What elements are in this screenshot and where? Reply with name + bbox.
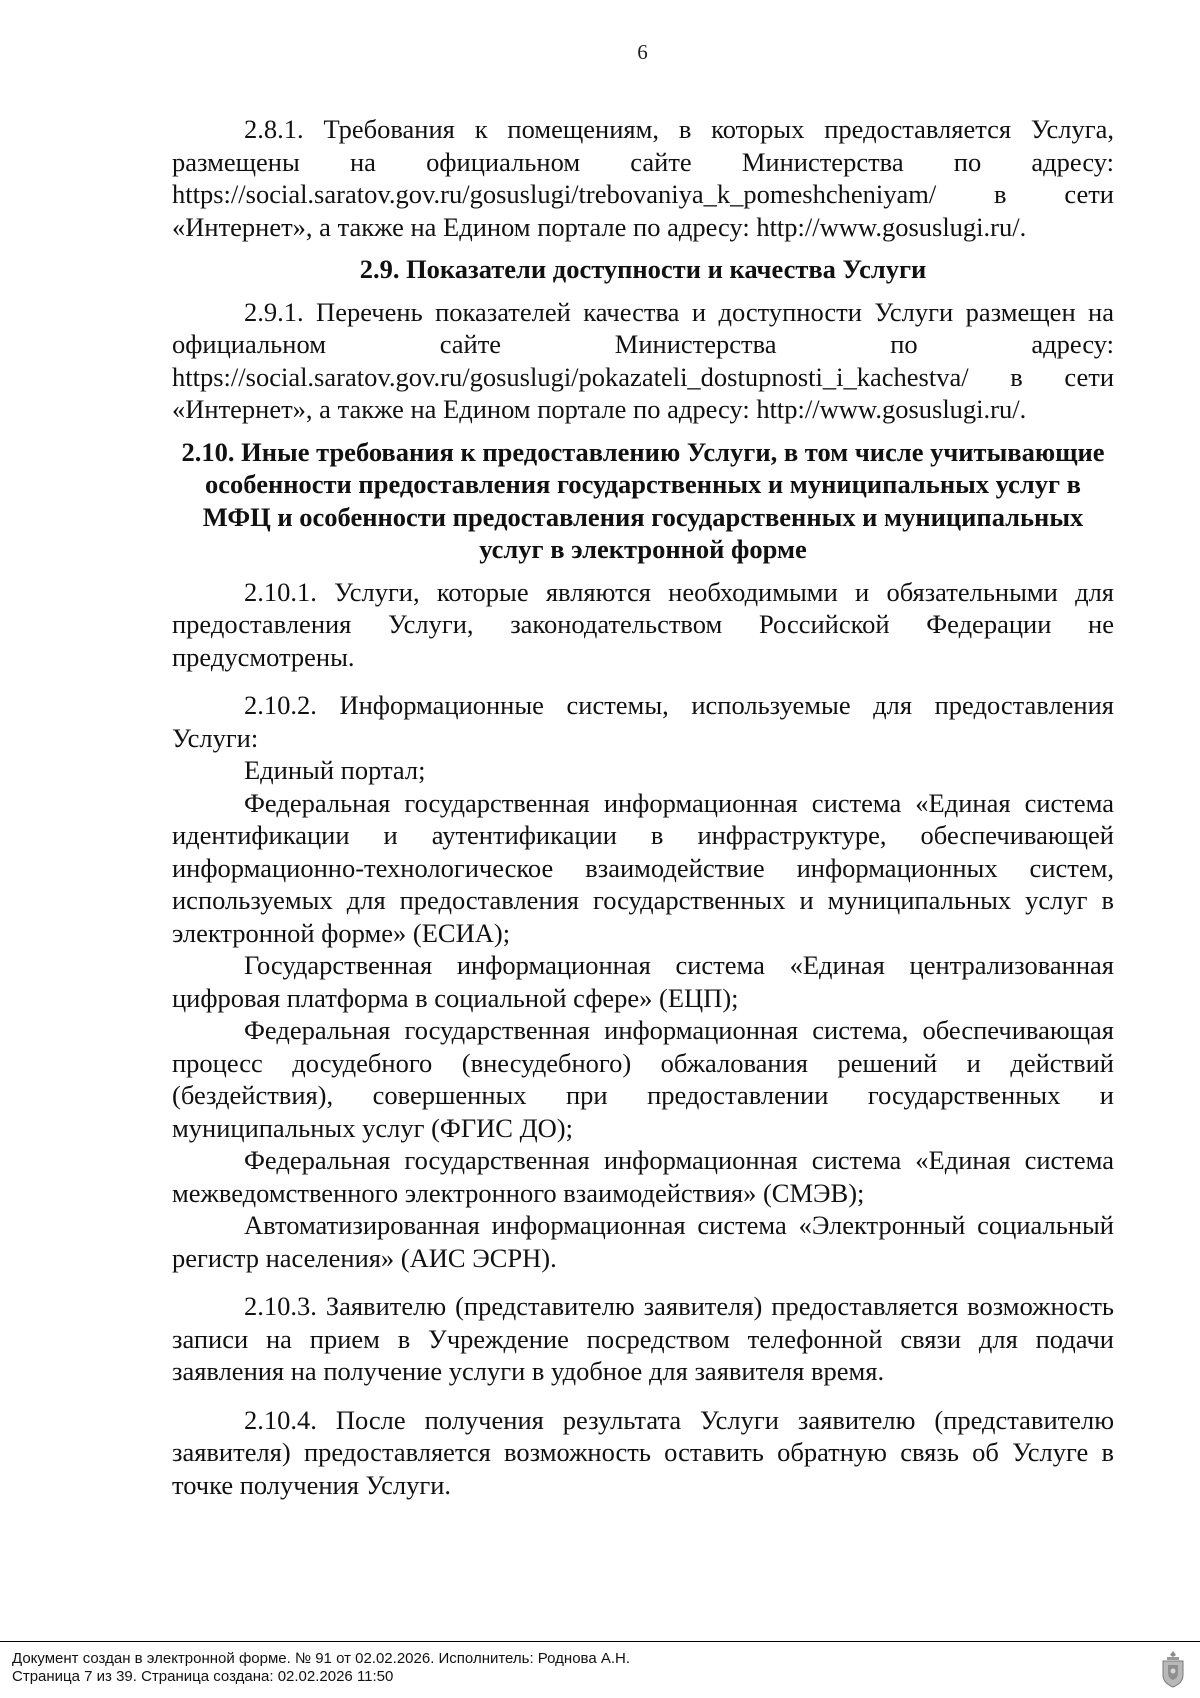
- list-item-unified-portal: Единый портал;: [244, 755, 426, 785]
- paragraph-2-10-3: 2.10.3. Заявителю (представителю заявителя) предоставляется возможность записи на прием в Учреждение посредством телефонной связи для подачи заявления на получение услуги в удобное для заявителя время.: [172, 1291, 1114, 1386]
- paragraph-2-10-1: 2.10.1. Услуги, которые являются необходимыми и обязательными для предоставления Услуги, законодательством Российской Федерации не предусмотрены.: [172, 576, 1114, 672]
- paragraph-2-9-1: 2.9.1. Перечень показателей качества и доступности Услуги размещен на официальном сайте Министерства по адресу: https://social.saratov.gov.ru/gosuslugi/pokazateli_dostupnosti_i_kachestva/ в сети «Интернет», а также на Едином портале по адресу: http://www.gosuslugi.ru/.: [172, 296, 1114, 424]
- paragraph-2-10-4: 2.10.4. После получения результата Услуги заявителю (представителю заявителя) предоставляется возможность оставить обратную связь об Услуге в точке получения Услуги.: [172, 1404, 1114, 1500]
- list-item-ais-esrn: Автоматизированная информационная система «Электронный социальный регистр населения» (АИС ЭСРН).: [172, 1210, 1114, 1273]
- paragraph-2-8-1: 2.8.1. Требования к помещениям, в которых предоставляется Услуга, размещены на официальном сайте Министерства по адресу: https://social.saratov.gov.ru/gosuslugi/trebovaniya_k_pomeshcheniyam/ в сети «Интернет», а также на Едином портале по адресу: http://www.gosuslugi.ru/.: [172, 114, 1114, 242]
- paragraph-2-10-2: 2.10.2. Информационные системы, используемые для предоставления Услуги:: [172, 690, 1114, 753]
- list-item-smev: Федеральная государственная информационная система «Единая система межведомственного электронного взаимодействия» (СМЭВ);: [172, 1145, 1114, 1208]
- list-item-fgis-do: Федеральная государственная информационная система, обеспечивающая процесс досудебного (внесудебного) обжалования решений и действий (бездействия), совершенных при предоставлении государственных и муниципальных услуг (ФГИС ДО);: [172, 1015, 1114, 1143]
- heading-2-9: 2.9. Показатели доступности и качества Услуги: [359, 254, 927, 284]
- footer-document-info: Документ создан в электронной форме. № 91 от 02.02.2026. Исполнитель: Роднова А.Н.: [12, 1650, 631, 1667]
- list-item-esia: Федеральная государственная информационная система «Единая система идентификации и аутентификации в инфраструктуре, обеспечивающей информационно-технологическое взаимодействие информационных систем, используемых для предоставления государственных и муниципальных услуг в электронной форме» (ЕСИА);: [172, 787, 1114, 948]
- list-item-ecp: Государственная информационная система «Единая централизованная цифровая платформа в социальной сфере» (ЕЦП);: [172, 950, 1114, 1013]
- coat-of-arms-icon: [1158, 1649, 1188, 1689]
- footer-page-info: Страница 7 из 39. Страница создана: 02.02.2026 11:50: [12, 1668, 394, 1685]
- page-number: 6: [637, 40, 648, 64]
- document-footer: [0, 1641, 1200, 1685]
- document-body: [172, 113, 1114, 1501]
- heading-2-10: 2.10. Иные требования к предоставлению Услуги, в том числе учитывающие особенности предоставления государственных и муниципальных услуг в МФЦ и особенности предоставления государственных и муниципальных услуг в электронной форме: [181, 436, 1105, 564]
- footer-text: [12, 1650, 630, 1686]
